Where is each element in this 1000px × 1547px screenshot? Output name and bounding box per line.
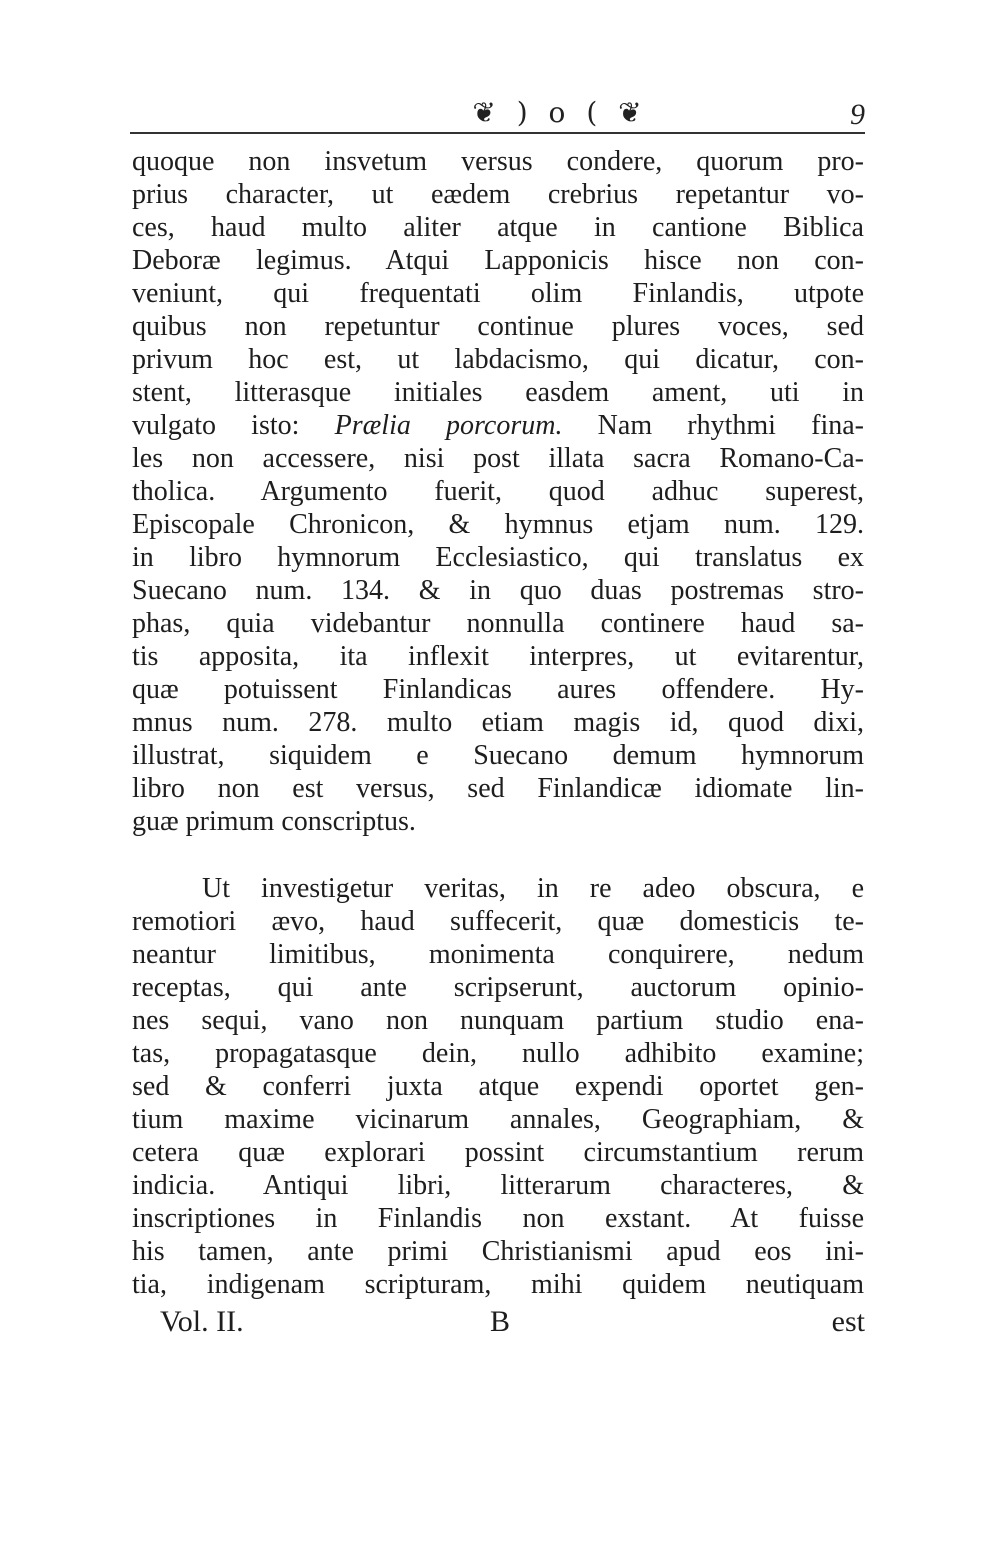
text-line: inscriptiones in Finlandis non exstant. At fuisse (132, 1203, 864, 1234)
text-line: tium maxime vicinarum annales, Geographiam, & (132, 1104, 864, 1135)
text-line: prius character, ut eædem crebrius repetantur vo- (132, 179, 864, 210)
text-line: Suecano num. 134. & in quo duas postremas stro- (132, 575, 864, 606)
text-fragment: Nam rhythmi fina- (562, 410, 864, 441)
text-line: privum hoc est, ut labdacismo, qui dicatur, con- (132, 344, 864, 375)
text-line: mnus num. 278. multo etiam magis id, quod dixi, (132, 707, 864, 738)
text-line: guæ primum conscriptus. (132, 806, 416, 837)
text-line: tis apposita, ita inflexit interpres, ut evitarentur, (132, 641, 864, 672)
header-rule (130, 132, 865, 134)
text-line: quoque non insvetum versus condere, quorum pro- (132, 146, 864, 177)
paragraph-2 (132, 872, 864, 1301)
page-number: 9 (850, 98, 865, 131)
catchword: est (831, 1305, 865, 1338)
text-fragment: vulgato isto: (132, 410, 335, 441)
page-footer (160, 1305, 865, 1341)
text-line: nes sequi, vano non nunquam partium studio ena- (132, 1005, 864, 1036)
text-line: veniunt, qui frequentati olim Finlandis, utpote (132, 278, 864, 309)
text-line: tas, propagatasque dein, nullo adhibito examine; (132, 1038, 864, 1069)
text-line: libro non est versus, sed Finlandicæ idiomate lin- (132, 773, 864, 804)
paragraph-1 (132, 145, 864, 838)
volume-label: Vol. II. (160, 1305, 244, 1338)
text-line-with-italic (132, 409, 864, 442)
italic-phrase: Prælia porcorum. (334, 410, 563, 441)
running-header (130, 96, 865, 136)
header-ornament: ❦ ) o ( ❦ (472, 96, 648, 129)
text-line: receptas, qui ante scripserunt, auctorum opinio- (132, 972, 864, 1003)
text-line: remotiori ævo, haud suffecerit, quæ domesticis te- (132, 906, 864, 937)
text-line: cetera quæ explorari possint circumstantium rerum (132, 1137, 864, 1168)
text-line: Ut investigetur veritas, in re adeo obscura, e (202, 873, 864, 904)
text-line: les non accessere, nisi post illata sacra Romano-Ca- (132, 443, 864, 474)
text-line: phas, quia videbantur nonnulla continere haud sa- (132, 608, 864, 639)
text-line: tia, indigenam scripturam, mihi quidem neutiquam (132, 1269, 864, 1300)
text-line: quæ potuissent Finlandicas aures offendere. Hy- (132, 674, 864, 705)
signature-mark: B (490, 1305, 511, 1338)
text-line: stent, litterasque initiales easdem ament, uti in (132, 377, 864, 408)
text-line: sed & conferri juxta atque expendi oportet gen- (132, 1071, 864, 1102)
text-line: Deboræ legimus. Atqui Lapponicis hisce non con- (132, 245, 864, 276)
text-line: neantur limitibus, monimenta conquirere, nedum (132, 939, 864, 970)
text-line: in libro hymnorum Ecclesiastico, qui translatus ex (132, 542, 864, 573)
text-line: tholica. Argumento fuerit, quod adhuc superest, (132, 476, 864, 507)
text-line: ces, haud multo aliter atque in cantione Biblica (132, 212, 864, 243)
text-line: illustrat, siquidem e Suecano demum hymnorum (132, 740, 864, 771)
text-line: Episcopale Chronicon, & hymnus etjam num. 129. (132, 509, 864, 540)
text-line: indicia. Antiqui libri, litterarum characteres, & (132, 1170, 864, 1201)
text-line: his tamen, ante primi Christianismi apud eos ini- (132, 1236, 864, 1267)
text-line: quibus non repetuntur continue plures voces, sed (132, 311, 864, 342)
